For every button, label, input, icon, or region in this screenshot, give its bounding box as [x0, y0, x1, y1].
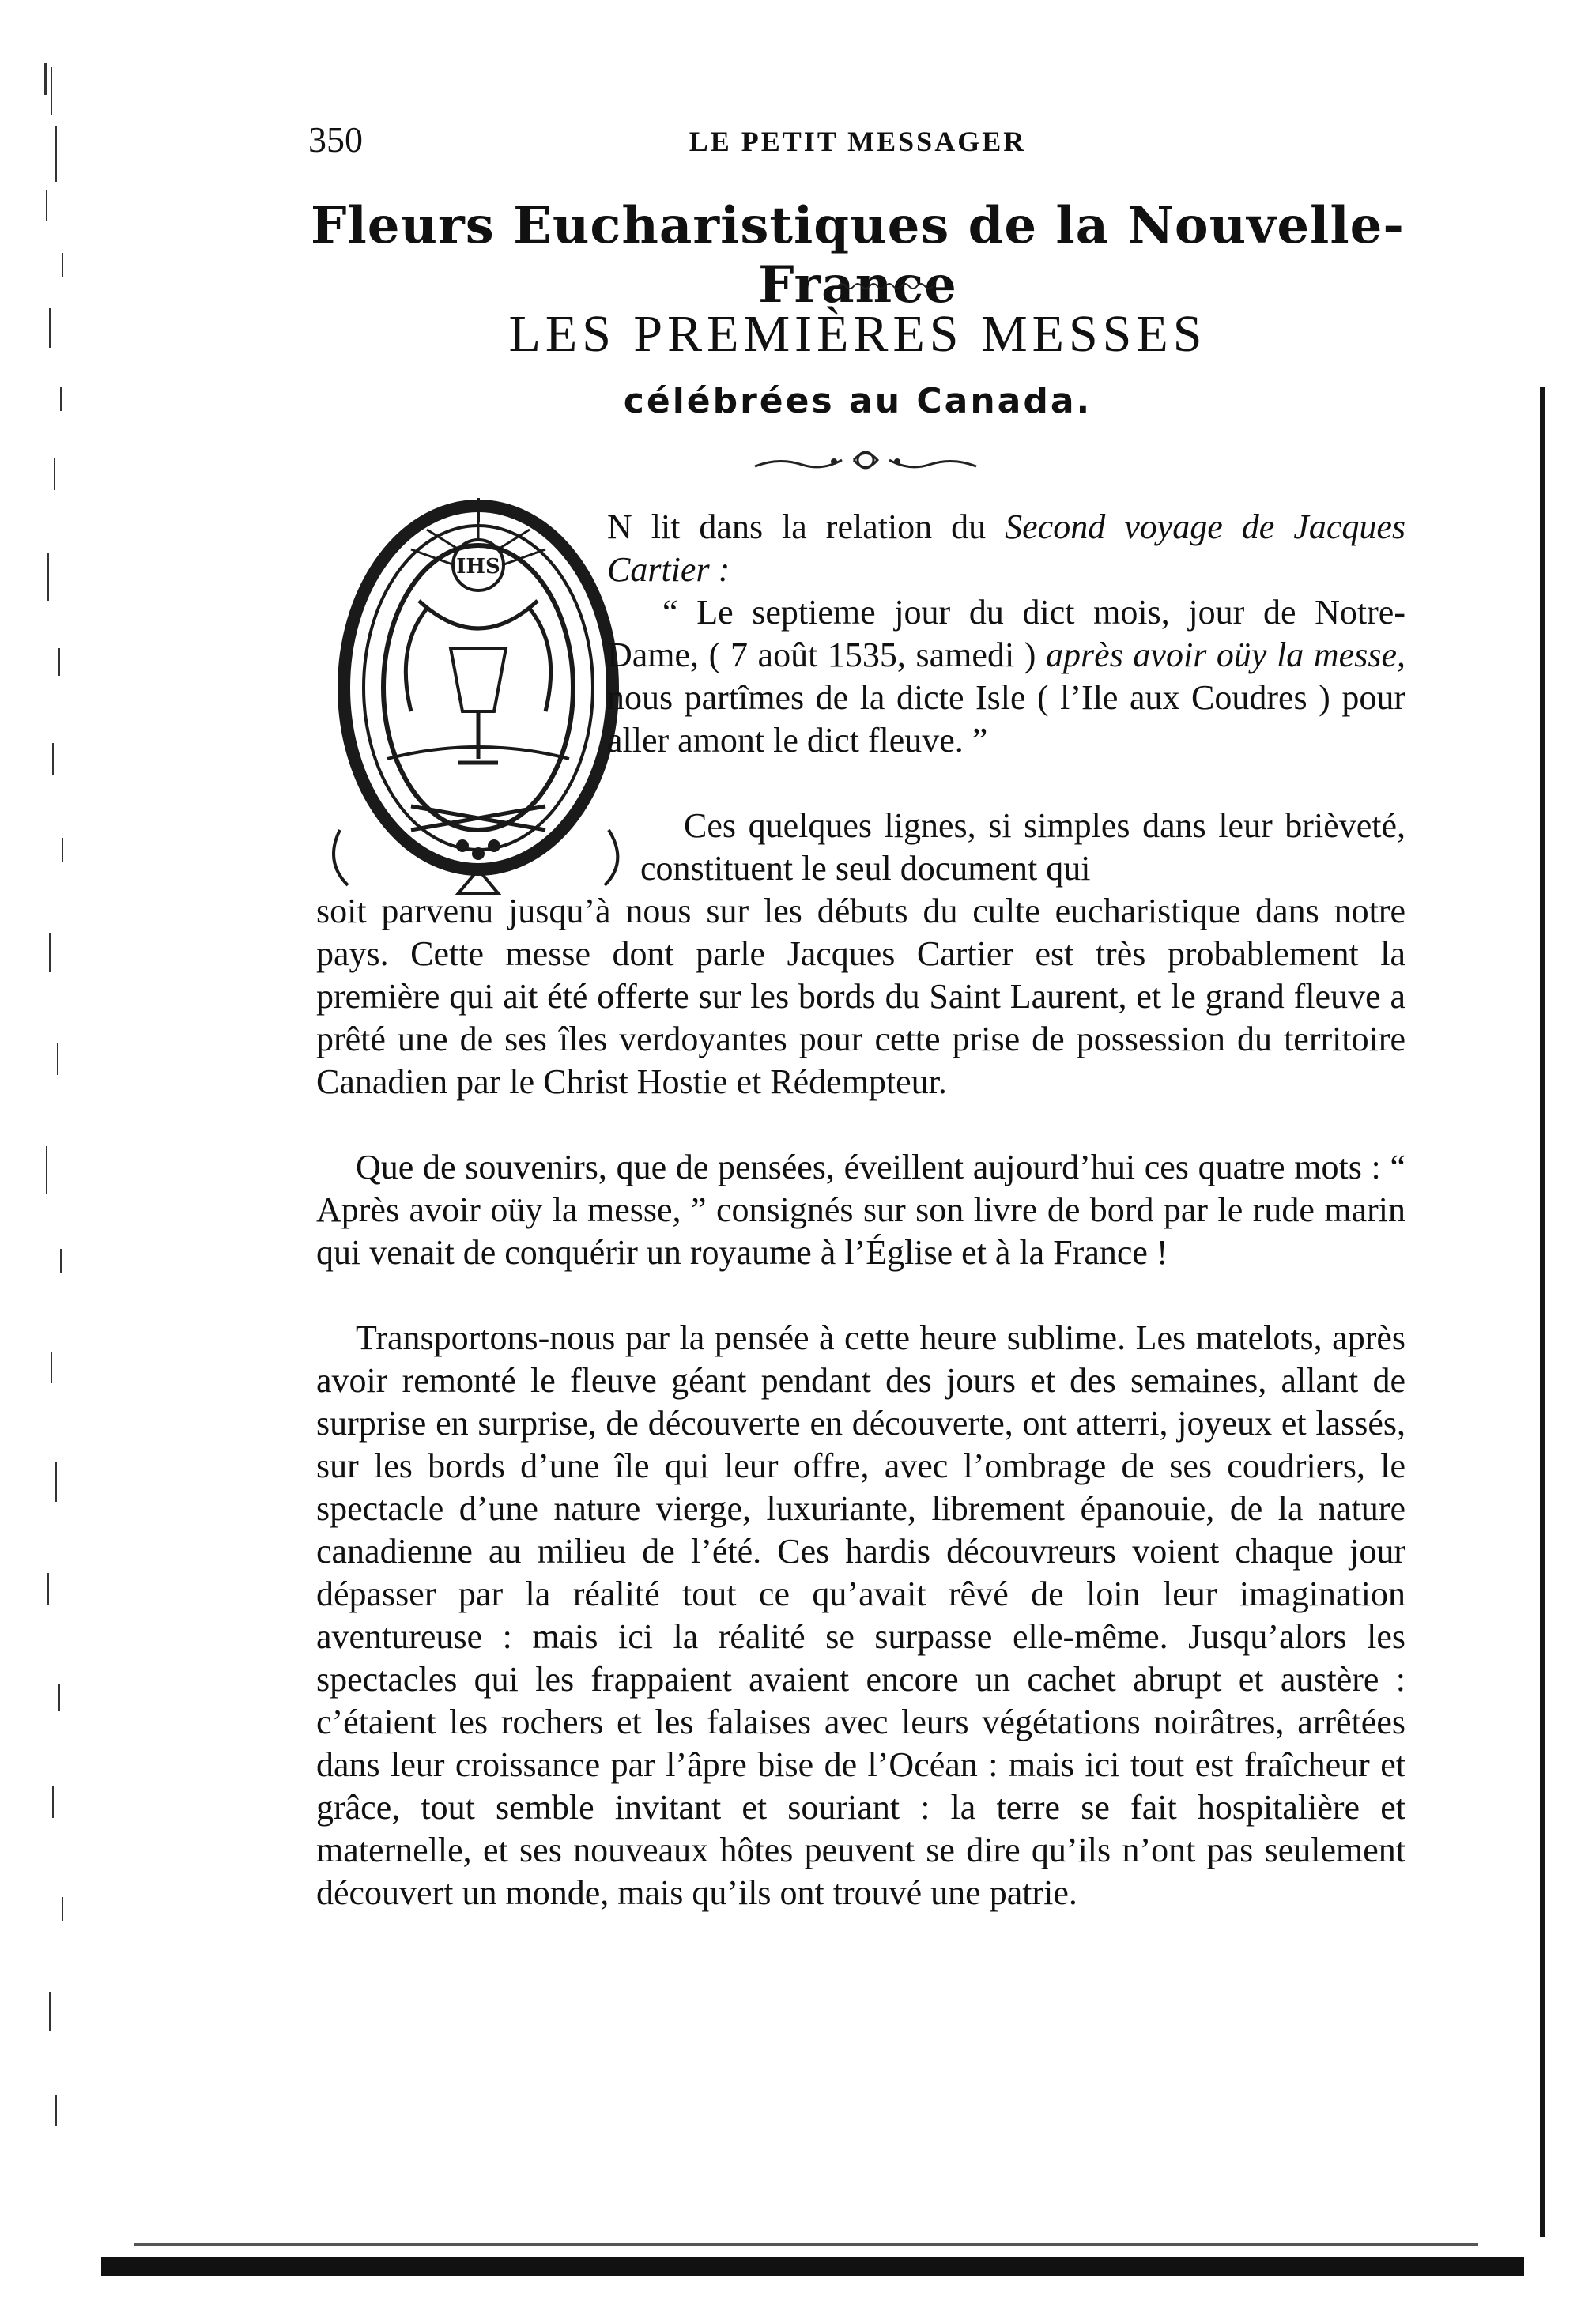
quotation-text-b: nous partîmes de la dicte Isle ( l’Ile aux Coudres ) pour aller amont le dict fleuve. ”	[607, 678, 1405, 760]
paragraph-first-document	[316, 805, 1405, 1103]
article-title: Fleurs Eucharistiques de la Nouvelle-France	[311, 196, 1405, 315]
paragraph-quotation	[607, 591, 1405, 762]
paragraph-intro-text: N lit dans la relation du	[607, 507, 1006, 546]
paragraph-first-line: Ces quelques lignes, si simples dans leur brièveté, constituent le seul document qui	[640, 806, 1405, 888]
paragraph-souvenirs: Que de souvenirs, que de pensées, éveillent aujourd’hui ces quatre mots : “ Après avoir oüy la messe, ” consignés sur son livre de bord par le rude marin qui venait de conquérir un royaume à l’Église et à la France !	[316, 1148, 1405, 1272]
bottom-rule	[101, 2257, 1524, 2276]
article-subtitle: LES PREMIÈRES MESSES	[508, 305, 1207, 363]
scan-edge-specks	[38, 47, 109, 2182]
quotation-italic: après avoir oüy la messe,	[1046, 636, 1405, 674]
paragraph-intro	[607, 506, 1405, 591]
paragraph-continuation: soit parvenu jusqu’à nous sur les débuts du culte eucharistique dans notre pays. Cette messe dont parle Jacques Cartier est très probablement la première qui ait été offerte sur les bords du Saint Laurent, et le grand fleuve a prêté une de ses îles verdoyantes pour cette prise de possession du territoire Canadien par le Christ Hostie et Rédempteur.	[316, 892, 1405, 1101]
title-wavy-rule	[838, 280, 933, 292]
quotation-text-a: “ Le septieme jour du dict mois, jour de Notre-Dame, ( 7 août 1535, samedi )	[607, 593, 1405, 674]
svg-text:IHS: IHS	[456, 555, 500, 579]
right-margin-rule	[1540, 387, 1545, 2237]
ornament-divider	[747, 443, 984, 482]
running-head: LE PETIT MESSAGER	[689, 126, 1027, 157]
bottom-thin-line	[134, 2243, 1478, 2246]
article-subtitle-secondary: célébrées au Canada.	[623, 381, 1092, 421]
page-header	[308, 119, 1407, 166]
book-title-italic: Second voyage de Jacques Cartier :	[607, 507, 1405, 589]
paragraph-transportons: Transportons-nous par la pensée à cette heure sublime. Les matelots, après avoir remonté le fleuve géant pendant des jours et des semaines, allant de surprise en surprise, de découverte en découverte, ont atterri, joyeux et lassés, sur les bords d’une île qui leur offre, avec l’ombrage de ses coudriers, le spectacle d’une nature vierge, luxuriante, librement épanouie, de la nature canadienne au milieu de l’été. Ces hardis découvreurs voient chaque jour dépasser par la réalité tout ce qu’avait rêvé de loin leur imagination aventureuse : mais ici la réalité se surpasse elle-même. Jusqu’alors les spectacles qui les frappaient avaient encore un cachet abrupt et austère : c’étaient les rochers et les falaises avec leurs végétations noirâtres, arrêtées dans leur croissance par l’âpre bise de l’Océan : mais ici tout est fraîcheur et grâce, tout semble invitant et souriant : la terre se fait hospitalière et maternelle, et ses nouveaux hôtes peuvent se dire qu’ils n’ont pas seulement découvert un monde, mais qu’ils ont trouvé une patrie.	[316, 1318, 1405, 1912]
page-number: 350	[308, 119, 363, 160]
